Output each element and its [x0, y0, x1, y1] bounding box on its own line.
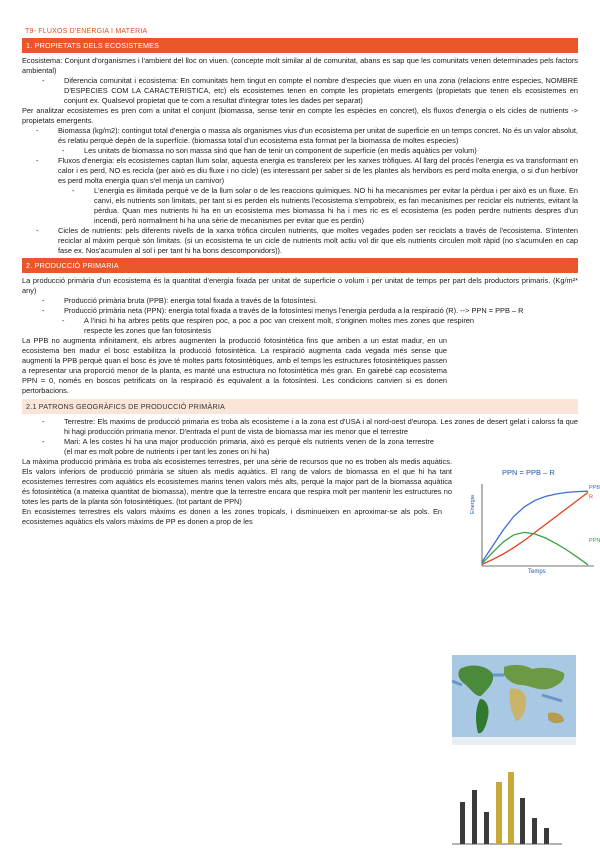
chart-x-label: Temps: [528, 569, 546, 575]
legend-label-ppn: PPN: [589, 538, 600, 544]
paragraph-ppb: La PPB no augmenta infinitament, els arbres augmenten la producció fotosintètica fins que arriben a un estat madur, en un ecosistema ben madur el bosc estabilitza la producció fotosintètica. La respiració augmenta cada vegada més sense que augmenti la PPB perquè quan el bosc és jove té moltes parts fotosintètiques, amb el temps les estructures fotosintètiques passen a representar una proporció menor de la planta, es manté una estructura no fotosintètica més gran. En gairebé cap ecosistema PPN = 0, només en boscos petrificats on la respiració és equivalent a la fotosíntesi. Les condicions canvien si es donen pertorbacions.: [22, 336, 447, 395]
list-item-terrestre: - Terrestre: Els maxims de producció primaria es troba als ecosisteme i a la zona est d'USA i al nord-oest d'europa. Les zones de desert gelat i calorss fa que hi hagi producción primaria menor. D'entrada el punt de vista de biomassa mar ies menor que el terrestre: [64, 417, 578, 437]
list-item-diferencia: - Diferencia comunitat i ecosistema: En comunitats hem tingut en compte el nombre d'especies que viuen en una zona (relacions entre especies, NOMBRE D'ESPECIES COM LA CARACTERISTICA, etc) els ecosistemes tenen en compte les propietats emergents (propietats que tenen els ecosistemes en conjunt ex. Qualsevol propietat que te com a resultat d'integrar totes les dades per separat): [64, 76, 578, 106]
produccio-definition: La producció primària d'un ecosistema és la quantitat d'energia fixada per unitat de superficie o volum i per unitat de temps per part dels productors primaris. (Kg/m²* any): [22, 276, 578, 295]
section-header-propietats: 1. PROPIETATS DELS ECOSISTEMES: [22, 38, 578, 53]
map-image: [452, 655, 576, 745]
series-line-ppb: [482, 491, 588, 562]
paragraph-maxima-produccio: La màxima producció primària es troba als ecosistemes terrestres, per una sèrie de recursos que no es troben als medis aquàtics. Els valors inferiors de producció primària se situen als medis aquàtics. El rang de valors de biomassa en el que hi ha tant ecosistemes terrestres com aquàtics els ecosistemes marins tenen valors més alts, perquè la major part de la biomassa aquàtica és fotosintètica (a mateixa quantitat de biomassa), mentre que la terrestre encara que respira molt per mantenir les estructures no totes les parts de la planta són fotosintètiques. (tot partant de PPN): [22, 457, 452, 506]
legend-label-ppb: PPB: [589, 485, 600, 492]
list-item-energia-ilimitada: - L'energia es ilimitada perquè ve de la llum solar o de les reaccions químiques. NO hi ha mecanismes per evitar la pèrdua i per això es un fluxe. En canvi, els nutrients son limitats, per tant si es perden els nutrients l'ecosistema s'empobreix, es fan mecanismes per reciclar els nutrients, evitant la pèrdua. Quan mes nutrients hi ha en un ecosistema mes biomassa hi ha i mes ric es el ecosistema (es poden perdre nutrients despres d'un incendi, però normalment hi ha una sèrie de mecanismes per evitar que es perdin): [94, 186, 578, 226]
ecosistema-definition: Ecosistema: Conjunt d'organismes i l'ambient del lloc on viuen. (concepte molt similar al de comunitat, abans es sap que les comunitats venen determinades pels factors ambiental): [22, 56, 578, 75]
list-item-ppn: - Producció primària neta (PPN): energia total fixada a través de la fotosíntesi menys l'energia perduda a la respiració (R). --> PPN = PPB – R: [64, 306, 578, 316]
chart-title: PPN = PPB – R: [502, 468, 555, 477]
list-item-cicles: - Cicles de nutrients: pels diferents nivells de la xarxa tròfica circulen nutrients, que moltes vegades poden ser reciclats a través de l'ecosistema. S'intenten reciclar al màxim perquè són limitats. (si un ecosistema te un cicle de nutrients molt actiu vol dir que els nutrients circulen molt ràpid (no s'acumulen en cap fase ex. Nos'acumulen al sol i per tant hi ha bons descomponidors)).: [58, 226, 578, 256]
chart-y-label: Energia: [470, 495, 476, 514]
list-item-mari: - Mari: A les costes hi ha una major producción primaria, això es perquè els nutrients venen de la zona terrestre (el mar es molt pobre de nutrients i per tant les zones on hi ha): [64, 437, 434, 457]
paragraph-ecosistemes-terrestres: En ecosistemes terrestres els valors màxims es donen a les zones tropicals, i disminueixen en aproximar-se als pols. En ecosistemes aquàtics els valors màxims de PP es donen a prop de les: [22, 507, 442, 526]
list-item-ppb: - Producció primària bruta (PPB): energia total fixada a través de la fotosíntesi.: [64, 296, 578, 306]
list-item-fluxos: - Fluxos d'energia: els ecosistemes captan llum solar, aquesta energia es transfereix per les xarxes tròfiques. Al llarg del procés l'energia es va transformant en calor i es perd, NO es recicla (per això es diu fluxe i no cicle) (es interessant per saber si de les plantes als hervibors es perd molta energia, o si d'un herbívor es perd molta energia quan s'el menja un carnivor): [58, 156, 578, 186]
list-item-arbres-petits: - A l'inici hi ha arbres petits que respiren poc, a poc a poc van creixent molt, s'originen moltes mes zones que respiren respecte les zones que fan fotosintesis: [84, 316, 474, 336]
bars-graphic: [446, 762, 566, 848]
world-productivity-map: [452, 655, 576, 745]
list-item-biomassa: - Biomassa (kg/m2): contingut total d'energia o massa als organismes vius d'un ecosistema per unitat de superficie en un temps concret. No és un valor absolut, és relatiu perquè depèn de la superfície. (biomassa total d'un ecosistema esta format per la biomassa de moltes especies): [58, 126, 578, 146]
list-item-biomassa-units: - Les unitats de biomassa no son massa sinó que han de tenir un component de superficie (en medis aquàtics per volum): [84, 146, 578, 156]
production-chart: [468, 468, 598, 580]
subsection-header-patrons: 2.1 PATRONS GEOGRÀFICS DE PRODUCCIÓ PRIMÀRIA: [22, 399, 578, 414]
section-header-produccio: 2. PRODUCCIÓ PRIMARIA: [22, 258, 578, 273]
legend-label-r: R: [589, 494, 593, 501]
document-title: T9- FLUXOS D'ENERGIA I MATERIA: [25, 28, 148, 35]
chart-plot: [468, 468, 598, 580]
productivity-bars-image: [446, 762, 566, 848]
paragraph-analitzar: Per analitzar ecosistemes es pren com a unitat el conjunt (biomassa, sense tenir en compte les espècies en concret), els fluxos d'energia o els cicles de nutrients -> propietats emergents.: [22, 106, 578, 125]
